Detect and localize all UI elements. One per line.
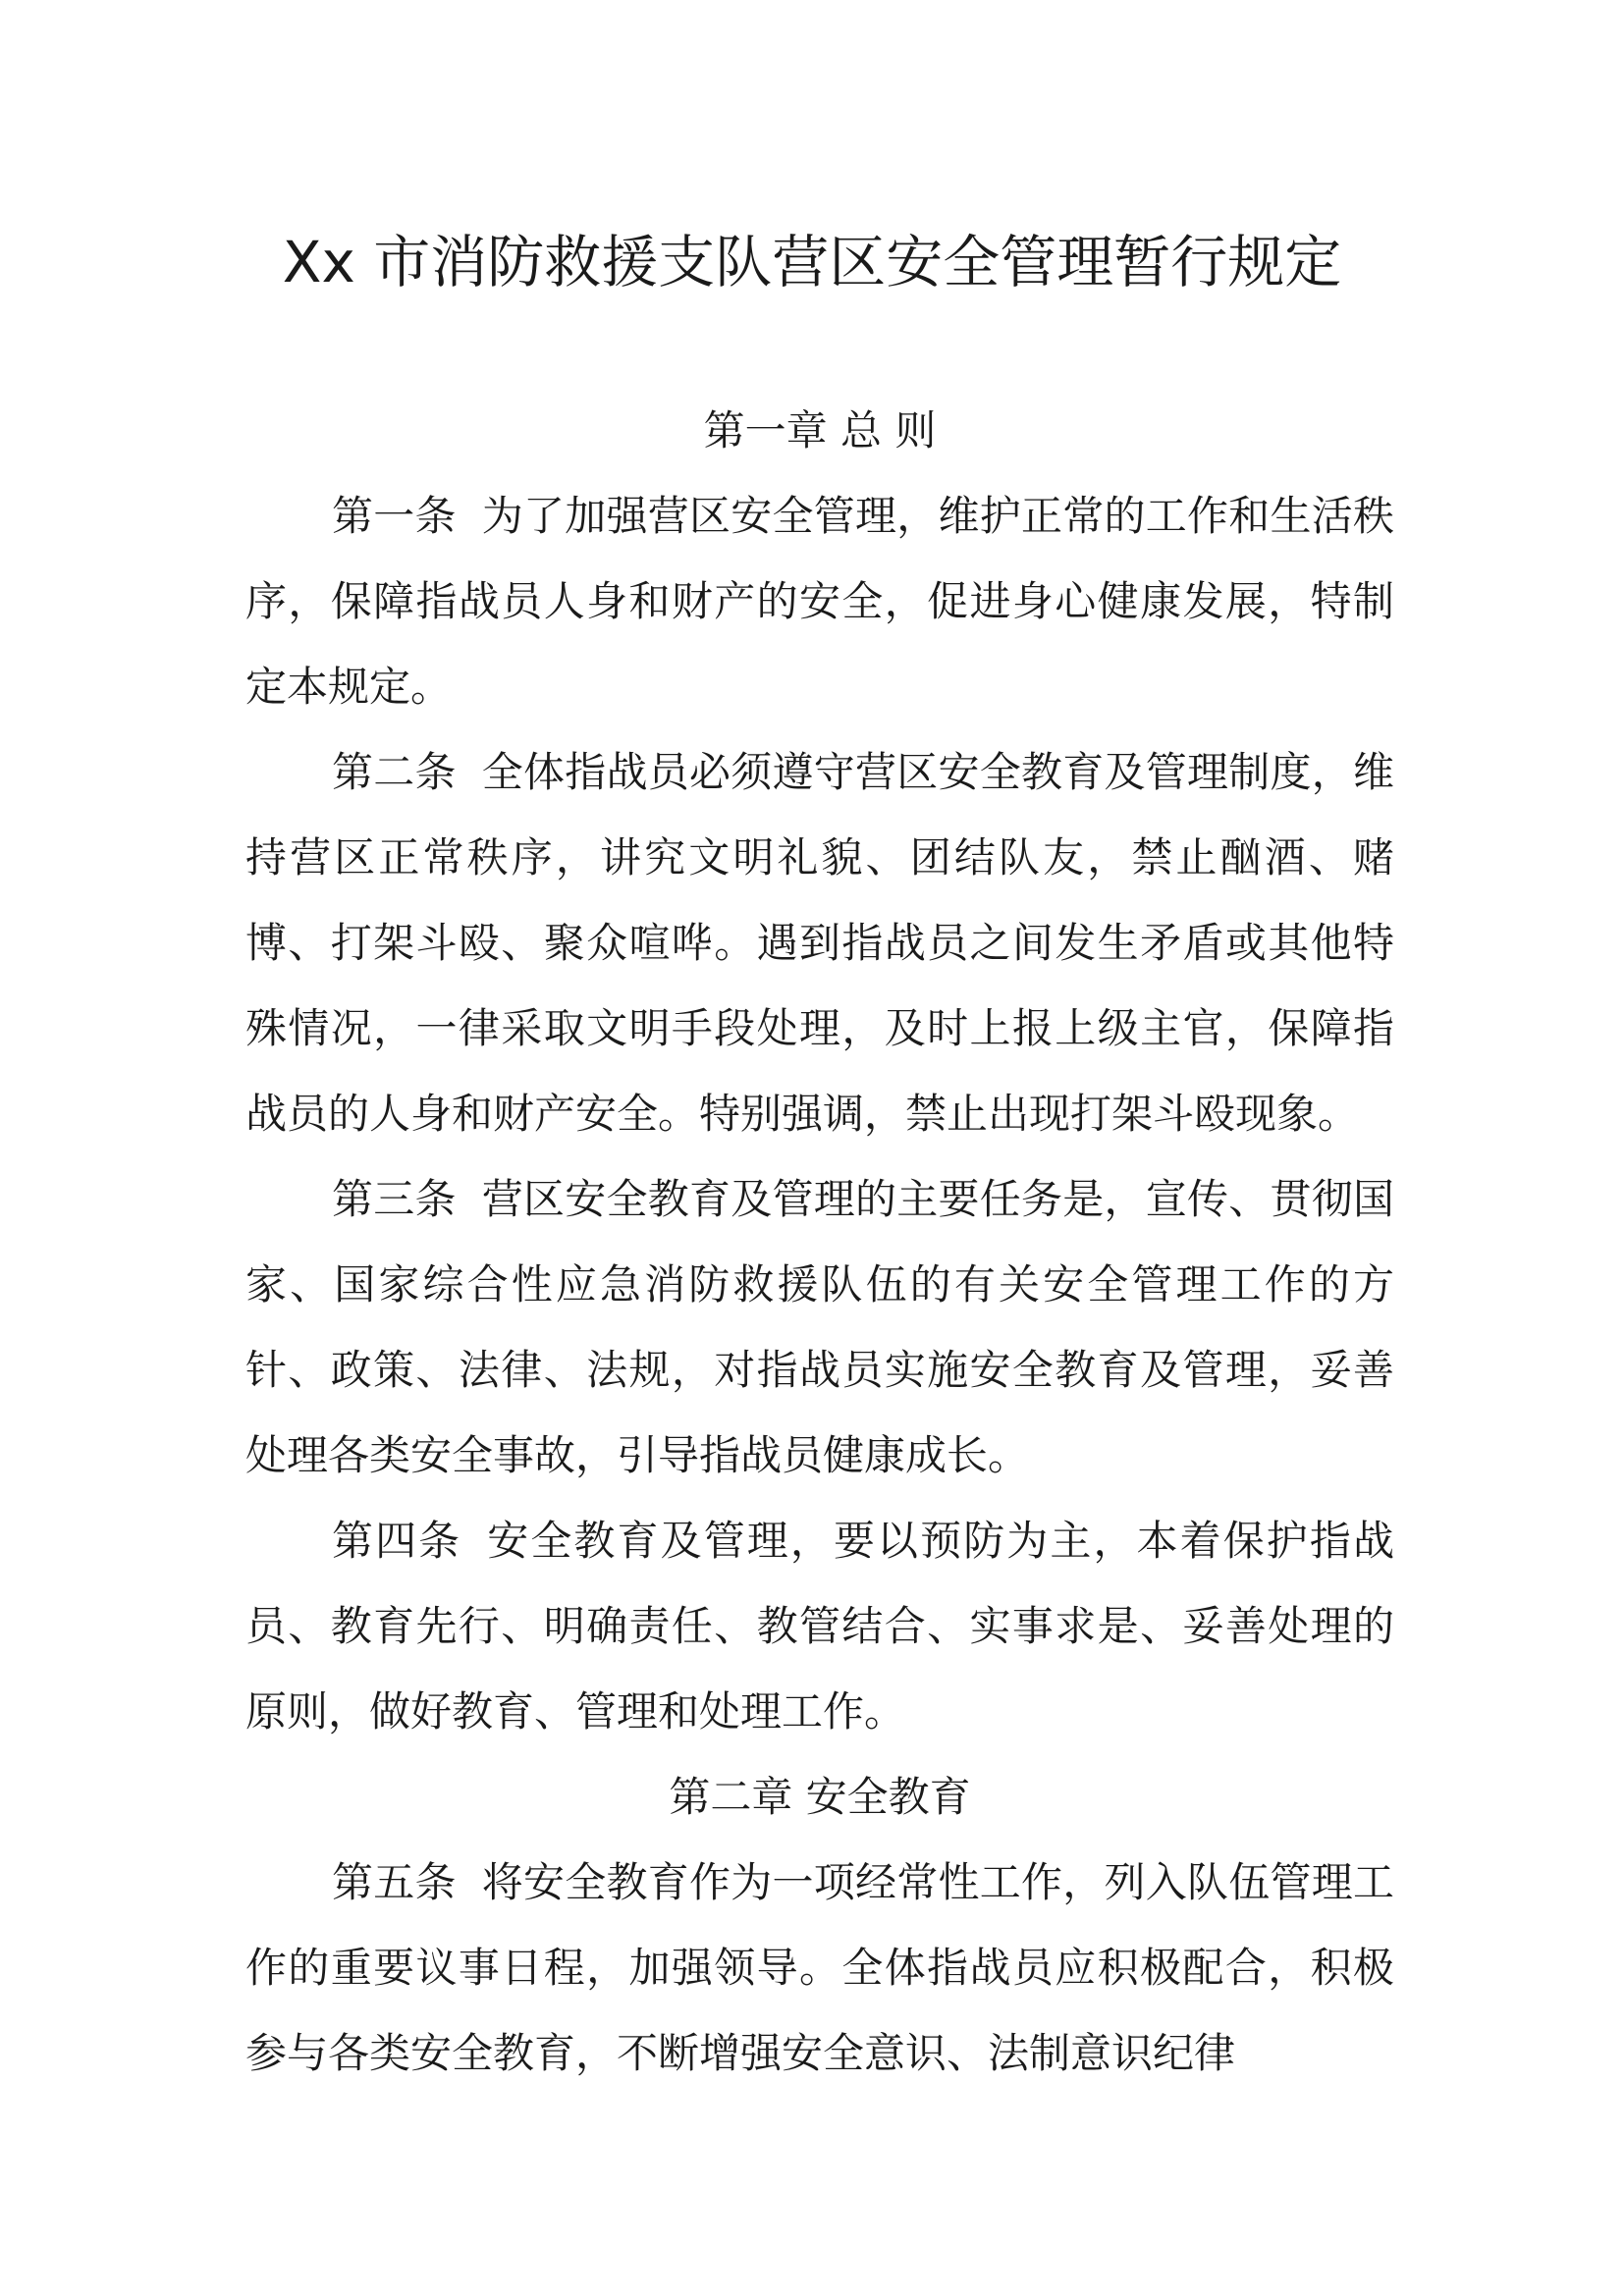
chapter-heading: 第一章 总 则 <box>703 406 937 454</box>
article-5 <box>245 1840 1394 2096</box>
article-4 <box>245 1498 1394 1754</box>
document-body <box>245 388 1394 2096</box>
chapter-heading: 第二章 安全教育 <box>669 1773 971 1821</box>
article-2 <box>245 729 1394 1156</box>
article-number: 第三条 <box>332 1175 457 1223</box>
article-text: 为了加强营区安全管理，维护正常的工作和生活秩序，保障指战员人身和财产的安全，促进身心健康发展，特制定本规定。 <box>245 492 1394 711</box>
article-number: 第一条 <box>332 492 457 540</box>
article-3 <box>245 1156 1394 1498</box>
article-text: 安全教育及管理，要以预防为主，本着保护指战员、教育先行、明确责任、教管结合、实事求是、妥善处理的原则，做好教育、管理和处理工作。 <box>245 1517 1394 1735</box>
chapter-2 <box>245 1754 1394 2096</box>
article-number: 第二条 <box>332 748 457 796</box>
article-number: 第五条 <box>332 1858 457 1906</box>
article-number: 第四条 <box>332 1517 462 1565</box>
article-text: 将安全教育作为一项经常性工作，列入队伍管理工作的重要议事日程，加强领导。全体指战员应积极配合，积极参与各类安全教育，不断增强安全意识、法制意识纪律 <box>245 1858 1394 2077</box>
document-title: Xx 市消防救援支队营区安全管理暂行规定 <box>282 229 1342 295</box>
chapter-1 <box>245 388 1394 1754</box>
article-text: 营区安全教育及管理的主要任务是，宣传、贯彻国家、国家综合性应急消防救援队伍的有关安全管理工作的方针、政策、法律、法规，对指战员实施安全教育及管理，妥善处理各类安全事故，引导指战员健康成长。 <box>245 1175 1394 1479</box>
article-text: 全体指战员必须遵守营区安全教育及管理制度，维持营区正常秩序，讲究文明礼貌、团结队友，禁止酗酒、赌博、打架斗殴、聚众喧哗。遇到指战员之间发生矛盾或其他特殊情况，一律采取文明手段处理，及时上报上级主官，保障指战员的人身和财产安全。特别强调，禁止出现打架斗殴现象。 <box>245 748 1394 1138</box>
article-1 <box>245 473 1394 729</box>
